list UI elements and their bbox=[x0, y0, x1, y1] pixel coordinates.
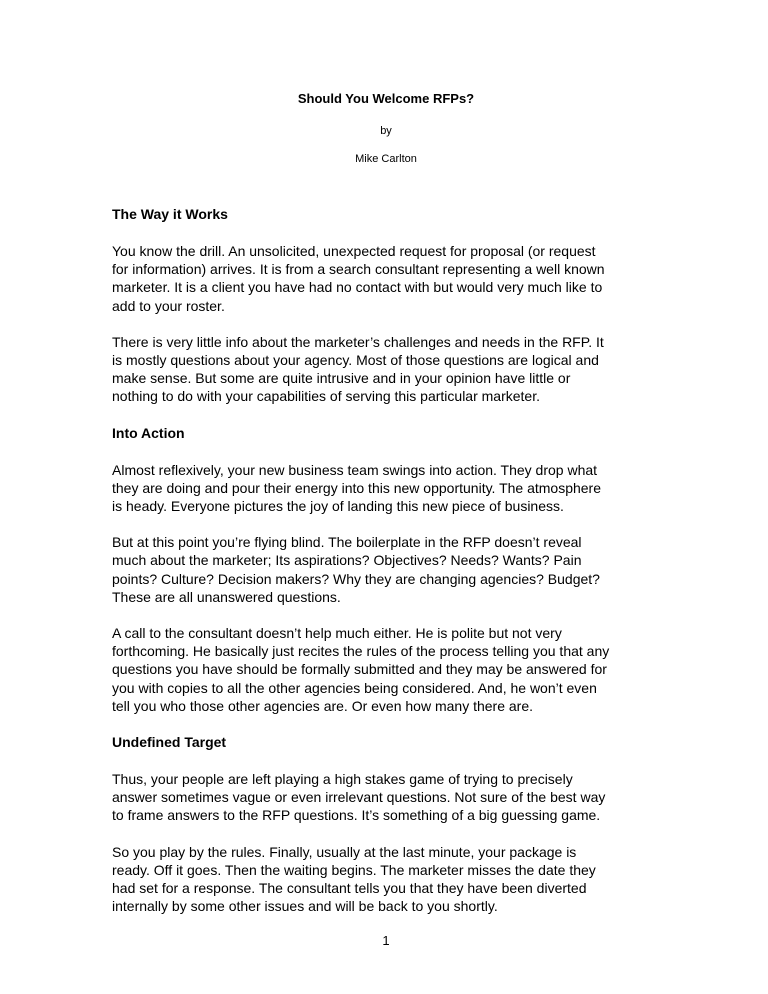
paragraph-line: add to your roster. bbox=[112, 297, 225, 314]
body-paragraph bbox=[112, 843, 660, 916]
byline-by: by bbox=[380, 125, 392, 137]
paragraph-line: So you play by the rules. Finally, usually at the last minute, your package is bbox=[112, 843, 577, 860]
paragraph-line: internally by some other issues and will be back to you shortly. bbox=[112, 898, 498, 915]
body-paragraph bbox=[112, 242, 660, 315]
paragraph-line: These are all unanswered questions. bbox=[112, 588, 341, 605]
section-heading: Into Action bbox=[112, 424, 185, 441]
paragraph-line: But at this point you’re flying blind. The boilerplate in the RFP doesn’t reveal bbox=[112, 534, 582, 551]
page-number: 1 bbox=[382, 933, 390, 948]
paragraph-line: questions you have should be formally submitted and they may be answered for bbox=[112, 661, 607, 678]
paragraph-line: nothing to do with your capabilities of serving this particular marketer. bbox=[112, 388, 540, 405]
body-paragraph bbox=[112, 624, 660, 715]
paragraph-line: You know the drill. An unsolicited, unexpected request for proposal (or request bbox=[112, 243, 596, 259]
paragraph-line: much about the marketer; Its aspirations? Objectives? Needs? Wants? Pain bbox=[112, 552, 582, 569]
body-paragraph bbox=[112, 333, 660, 406]
paragraph-line: is mostly questions about your agency. Most of those questions are logical and bbox=[112, 352, 599, 369]
document-title: Should You Welcome RFPs? bbox=[297, 91, 475, 106]
paragraph-line: ready. Off it goes. Then the waiting begins. The marketer misses the date they bbox=[112, 861, 596, 878]
author-name: Mike Carlton bbox=[355, 153, 417, 165]
paragraph-line: you with copies to all the other agencies being considered. And, he won’t even bbox=[112, 679, 597, 696]
paragraph-line: A call to the consultant doesn’t help much either. He is polite but not very bbox=[112, 625, 562, 642]
paragraph-line: There is very little info about the marketer’s challenges and needs in the RFP. It bbox=[112, 333, 604, 350]
body-paragraph bbox=[112, 461, 660, 516]
section-heading: Undefined Target bbox=[112, 734, 227, 751]
paragraph-line: Thus, your people are left playing a high stakes game of trying to precisely bbox=[112, 771, 573, 788]
body-paragraph bbox=[112, 533, 660, 606]
paragraph-line: for information) arrives. It is from a search consultant representing a well known bbox=[112, 261, 605, 278]
document-body bbox=[112, 205, 660, 933]
paragraph-line: had set for a response. The consultant tells you that they have been diverted bbox=[112, 880, 587, 897]
body-paragraph bbox=[112, 770, 660, 825]
paragraph-line: to frame answers to the RFP questions. It’s something of a big guessing game. bbox=[112, 807, 601, 824]
paragraph-line: Almost reflexively, your new business team swings into action. They drop what bbox=[112, 461, 598, 478]
paragraph-line: answer sometimes vague or even irrelevant questions. Not sure of the best way bbox=[112, 789, 606, 806]
paragraph-line: make sense. But some are quite intrusive and in your opinion have little or bbox=[112, 370, 571, 387]
paragraph-line: forthcoming. He basically just recites the rules of the process telling you that any bbox=[112, 643, 610, 660]
section-heading: The Way it Works bbox=[112, 206, 228, 222]
paragraph-line: points? Culture? Decision makers? Why they are changing agencies? Budget? bbox=[112, 570, 600, 587]
paragraph-line: tell you who those other agencies are. Or even how many there are. bbox=[112, 697, 534, 714]
paragraph-line: is heady. Everyone pictures the joy of landing this new piece of business. bbox=[112, 498, 564, 515]
paragraph-line: they are doing and pour their energy into this new opportunity. The atmosphere bbox=[112, 479, 602, 496]
paragraph-line: marketer. It is a client you have had no contact with but would very much like to bbox=[112, 279, 603, 296]
